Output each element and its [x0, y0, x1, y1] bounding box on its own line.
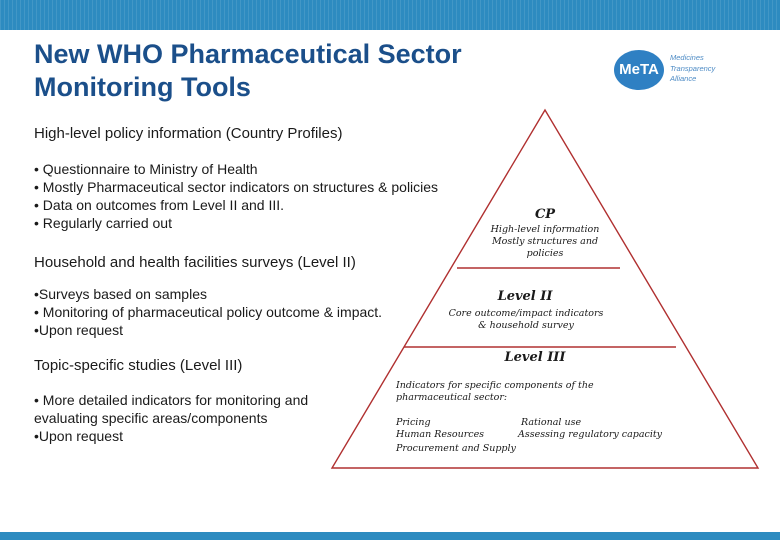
pyramid-top-line: High-level information	[490, 224, 600, 235]
meta-logo-text-line-1: Medicines	[670, 53, 704, 62]
list-item: • Monitoring of pharmaceutical policy outcome & impact.	[34, 304, 383, 320]
section-heading-level-2: Household and health facilities surveys (Level II)	[34, 254, 356, 271]
pyramid-bottom-item: Pricing	[396, 417, 431, 428]
meta-logo-mark: MeTA	[614, 50, 664, 90]
pyramid-top-line: Mostly structures and	[491, 236, 599, 247]
pyramid-middle-label: Level II	[497, 289, 553, 304]
list-item: • Regularly carried out	[34, 215, 172, 231]
section-heading-level-3: Topic-specific studies (Level III)	[34, 357, 243, 374]
list-item: evaluating specific areas/components	[34, 410, 268, 426]
pyramid-top-label: CP	[534, 207, 556, 222]
list-item: •Upon request	[34, 322, 123, 338]
pyramid-middle-description	[440, 308, 612, 332]
pyramid-bottom-intro-line: pharmaceutical sector:	[396, 392, 508, 403]
pyramid-bottom-item: Assessing regulatory capacity	[518, 429, 663, 440]
list-item: •Surveys based on samples	[34, 286, 207, 302]
bottom-banner	[0, 532, 780, 540]
list-item: • More detailed indicators for monitoring and	[34, 392, 309, 408]
pyramid-bottom-column-1	[396, 417, 516, 455]
pyramid-bottom-intro-line: Indicators for specific components of the	[396, 380, 594, 391]
bullet-list-country-profiles	[34, 160, 438, 232]
pyramid-bottom-item: Human Resources	[396, 429, 485, 440]
pyramid-middle-line: Core outcome/impact indicators	[448, 308, 604, 319]
bullet-list-level-2	[34, 285, 382, 339]
pyramid-bottom-intro	[396, 380, 594, 404]
list-item: • Questionnaire to Ministry of Health	[34, 161, 258, 177]
page-title-line-1: New WHO Pharmaceutical Sector	[34, 39, 462, 69]
pyramid-middle-line: & household survey	[478, 320, 574, 331]
list-item: •Upon request	[34, 428, 123, 444]
page-title-line-2: Monitoring Tools	[34, 72, 251, 102]
pyramid-top-line: policies	[526, 248, 564, 259]
pyramid-bottom-item: Rational use	[521, 417, 582, 428]
meta-logo-text-line-2: Transparency	[670, 63, 716, 73]
section-heading-country-profiles: High-level policy information (Country Profiles)	[34, 125, 343, 142]
pyramid-bottom-label: Level III	[504, 350, 566, 365]
meta-logo-text-line-3: Alliance	[670, 74, 697, 83]
pyramid-bottom-column-2	[518, 417, 662, 441]
list-item: • Mostly Pharmaceutical sector indicators on structures & policies	[34, 179, 439, 195]
bullet-list-level-3	[34, 391, 308, 445]
pyramid-top-description	[465, 224, 625, 260]
pyramid-bottom-item: Procurement and Supply	[396, 443, 516, 454]
list-item: • Data on outcomes from Level II and III.	[34, 197, 285, 213]
